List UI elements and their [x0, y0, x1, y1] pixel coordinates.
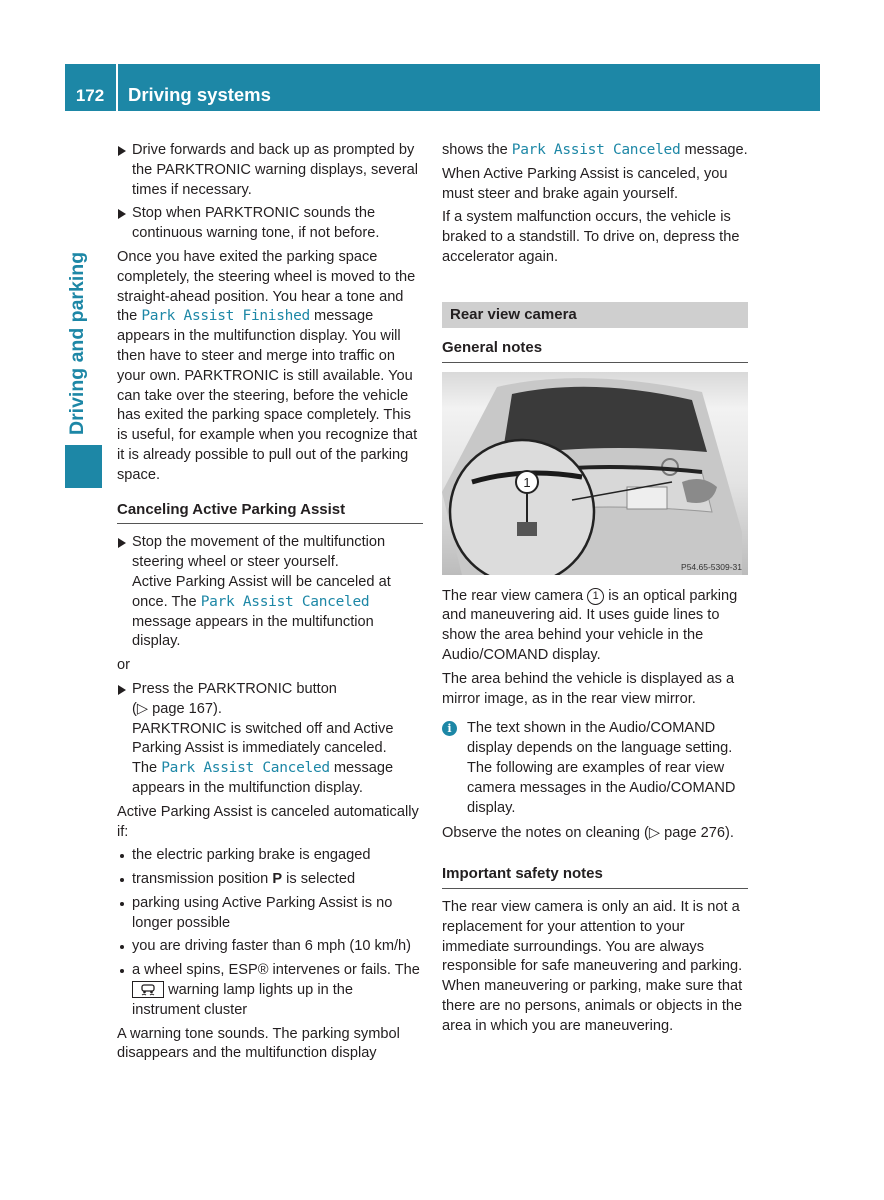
- info-icon: i: [442, 721, 457, 736]
- right-column: [442, 141, 748, 1041]
- list-item: you are driving faster than 6 mph (10 km/h): [117, 937, 423, 957]
- list-item: a wheel spins, ESP® intervenes or fails. The warning lamp lights up in the instrument cluster: [117, 961, 423, 1020]
- instruction-step: Stop the movement of the multifunction steering wheel or steer yourself. Active Parking Assist will be canceled at once. The Park Assist Canceled message appears in the multifunction display.: [117, 533, 423, 652]
- instruction-step: Stop when PARKTRONIC sounds the continuous warning tone, if not before.: [117, 204, 423, 244]
- instruction-step: Press the PARKTRONIC button (▷ page 167). PARKTRONIC is switched off and Active Parking Assist is immediately canceled. The Park Assist Canceled message appears in the multifunction display.: [117, 680, 423, 799]
- info-note: i The text shown in the Audio/COMAND display depends on the language setting. The following are examples of rear view camera messages in the Audio/COMAND display.: [442, 719, 748, 818]
- instruction-step: Drive forwards and back up as prompted by the PARKTRONIC warning displays, several times if necessary.: [117, 141, 423, 200]
- callout-number: 1: [587, 588, 604, 605]
- paragraph: Active Parking Assist is canceled automatically if:: [117, 803, 419, 840]
- left-column: [117, 141, 423, 1068]
- rear-view-camera-image: [442, 372, 748, 575]
- display-message: Park Assist Canceled: [200, 593, 370, 610]
- subheading-safety: Important safety notes: [442, 864, 748, 889]
- page-number: 172: [75, 86, 105, 105]
- paragraph: If a system malfunction occurs, the vehicle is braked to a standstill. To drive on, depress the accelerator again.: [442, 209, 740, 265]
- page-reference: (▷ page 167).: [132, 700, 222, 717]
- paragraph: A warning tone sounds. The parking symbol disappears and the multifunction display: [117, 1025, 400, 1062]
- list-item: transmission position P is selected: [117, 870, 423, 890]
- paragraph: The rear view camera 1 is an optical parking and maneuvering aid. It uses guide lines to show the area behind your vehicle in the Audio/COMAND display.: [442, 587, 738, 663]
- esp-warning-lamp-icon: [132, 981, 164, 998]
- display-message: Park Assist Canceled: [161, 760, 330, 777]
- display-message: Park Assist Canceled: [511, 142, 681, 158]
- or-text: or: [117, 657, 130, 674]
- paragraph: The area behind the vehicle is displayed as a mirror image, as in the rear view mirror.: [442, 670, 735, 707]
- list-item: the electric parking brake is engaged: [117, 846, 423, 866]
- paragraph: Once you have exited the parking space completely, the steering wheel is moved to the straight-ahead position. You hear a tone and the Park Assist Finished message appears in the multifunction display. You will then have to steer and merge into traffic on your own. PARKTRONIC is still available. You can take over the steering, before the vehicle has exited the parking space completely. This is useful, for example when you recognize that it is already possible to pull out of the parking space.: [117, 248, 418, 483]
- chapter-title: Driving systems: [128, 84, 271, 105]
- header-divider: [116, 64, 118, 111]
- paragraph: Observe the notes on cleaning (▷ page 276).: [442, 825, 734, 842]
- image-reference-code: P54.65-5309-31: [681, 561, 742, 572]
- paragraph: shows the Park Assist Canceled message.: [442, 142, 748, 158]
- image-callout-number: 1: [523, 474, 531, 490]
- subheading-general-notes: General notes: [442, 338, 748, 363]
- paragraph: When Active Parking Assist is canceled, you must steer and brake again yourself.: [442, 165, 728, 202]
- display-message: Park Assist Finished: [141, 308, 310, 325]
- list-item: parking using Active Parking Assist is no longer possible: [117, 894, 423, 934]
- side-tab-marker: [65, 445, 102, 488]
- side-tab-label: Driving and parking: [66, 251, 88, 435]
- paragraph: The rear view camera is only an aid. It is not a replacement for your attention to your immediate surroundings. You are always responsible for safe maneuvering and parking. When maneuvering or parking, make sure that there are no persons, animals or objects in the area in which you are maneuvering.: [442, 898, 743, 1034]
- subheading-canceling: Canceling Active Parking Assist: [117, 500, 423, 525]
- section-heading: Rear view camera: [442, 302, 748, 328]
